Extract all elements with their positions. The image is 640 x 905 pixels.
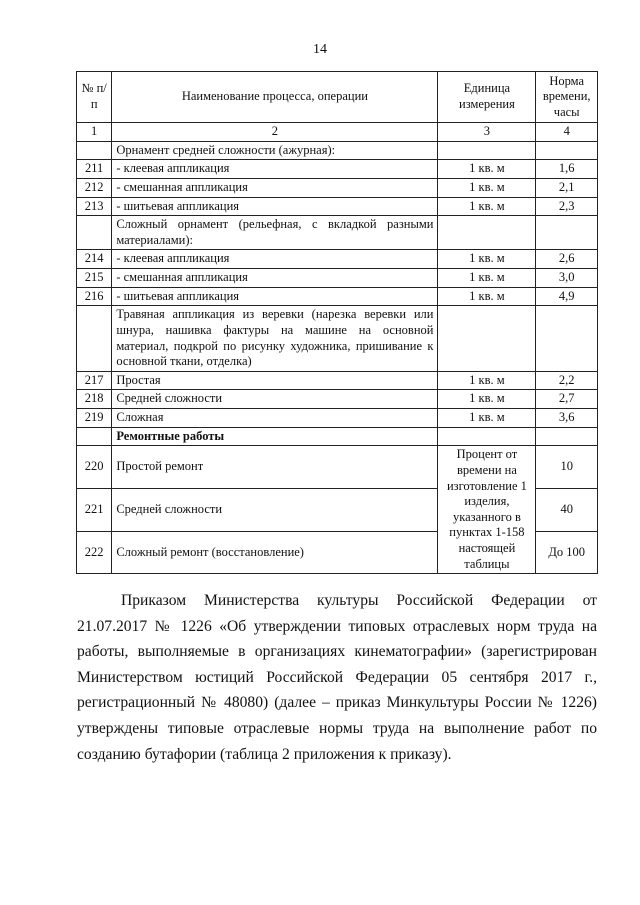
header-unit: Единица измерения (438, 72, 536, 123)
row-unit: 1 кв. м (438, 371, 536, 390)
row-unit: 1 кв. м (438, 390, 536, 409)
row-num: 211 (77, 160, 112, 179)
repair-unit: Процент от времени на изготовление 1 изделия, указанного в пунктах 1-158 настоящей таблицы (438, 446, 536, 574)
row-name: Сложный ремонт (восстановление) (112, 531, 438, 574)
table-row (77, 390, 598, 409)
row-norm: 3,6 (536, 409, 598, 428)
table-row (77, 287, 598, 306)
section-title: Ремонтные работы (112, 427, 438, 446)
row-num: 213 (77, 197, 112, 216)
row-norm: 2,7 (536, 390, 598, 409)
row-num: 212 (77, 178, 112, 197)
row-name: Средней сложности (112, 390, 438, 409)
norms-table (76, 71, 598, 574)
index-cell: 2 (112, 123, 438, 142)
header-name: Наименование процесса, операции (112, 72, 438, 123)
row-num: 222 (77, 531, 112, 574)
row-num: 215 (77, 269, 112, 288)
row-name: - смешанная аппликация (112, 269, 438, 288)
table-index-row (77, 123, 598, 142)
index-cell: 4 (536, 123, 598, 142)
row-name: - клеевая аппликация (112, 250, 438, 269)
section-row (77, 216, 598, 250)
index-cell: 3 (438, 123, 536, 142)
row-num: 216 (77, 287, 112, 306)
table-row (77, 409, 598, 428)
row-norm: 2,3 (536, 197, 598, 216)
table-row (77, 250, 598, 269)
section-row (77, 306, 598, 372)
row-name: - шитьевая аппликация (112, 197, 438, 216)
row-num: 221 (77, 488, 112, 531)
table-header-row (77, 72, 598, 123)
paragraph-text: Приказом Министерства культуры Российской Федерации от 21.07.2017 № 1226 «Об утверждении типовых отраслевых норм труда на работы, выполняемые в организациях кинематографии» (зарегистрирован Министерством юстиций Российской Федерации 05 сентября 2017 г., регистрационный № 48080) (далее – приказ Минкультуры России № 1226) утверждены типовые отраслевые нормы труда на выполнение работ по созданию бутафории (таблица 2 приложения к приказу). (77, 592, 597, 763)
row-name: Средней сложности (112, 488, 438, 531)
row-norm: 4,9 (536, 287, 598, 306)
row-unit: 1 кв. м (438, 250, 536, 269)
row-unit: 1 кв. м (438, 178, 536, 197)
row-norm: 1,6 (536, 160, 598, 179)
row-unit: 1 кв. м (438, 160, 536, 179)
row-name: Простой ремонт (112, 446, 438, 489)
row-unit: 1 кв. м (438, 269, 536, 288)
row-unit: 1 кв. м (438, 197, 536, 216)
table-row (77, 269, 598, 288)
table-row (77, 178, 598, 197)
section-title: Орнамент средней сложности (ажурная): (112, 141, 438, 160)
row-num: 214 (77, 250, 112, 269)
section-title: Сложный орнамент (рельефная, с вкладкой разными материалами): (112, 216, 438, 250)
table-row (77, 197, 598, 216)
table-row (77, 371, 598, 390)
row-norm: 2,6 (536, 250, 598, 269)
row-norm: До 100 (536, 531, 598, 574)
row-num: 220 (77, 446, 112, 489)
table-row (77, 160, 598, 179)
row-num: 219 (77, 409, 112, 428)
header-norm: Норма времени, часы (536, 72, 598, 123)
row-unit: 1 кв. м (438, 409, 536, 428)
table-row (77, 446, 598, 489)
row-name: - шитьевая аппликация (112, 287, 438, 306)
row-norm: 2,2 (536, 371, 598, 390)
section-row (77, 141, 598, 160)
row-num: 218 (77, 390, 112, 409)
section-row (77, 427, 598, 446)
header-num: № п/п (77, 72, 112, 123)
index-cell: 1 (77, 123, 112, 142)
row-norm: 2,1 (536, 178, 598, 197)
row-norm: 3,0 (536, 269, 598, 288)
row-name: Сложная (112, 409, 438, 428)
body-paragraph (77, 588, 597, 767)
page-number: 14 (313, 42, 327, 57)
section-title: Травяная аппликация из веревки (нарезка веревки или шнура, нашивка фактуры на машине на основной материал, подкрой по рисунку художника, пришивание к основной ткани, отделка) (112, 306, 438, 372)
row-num: 217 (77, 371, 112, 390)
row-unit: 1 кв. м (438, 287, 536, 306)
row-name: - смешанная аппликация (112, 178, 438, 197)
row-name: - клеевая аппликация (112, 160, 438, 179)
row-norm: 40 (536, 488, 598, 531)
row-norm: 10 (536, 446, 598, 489)
row-name: Простая (112, 371, 438, 390)
